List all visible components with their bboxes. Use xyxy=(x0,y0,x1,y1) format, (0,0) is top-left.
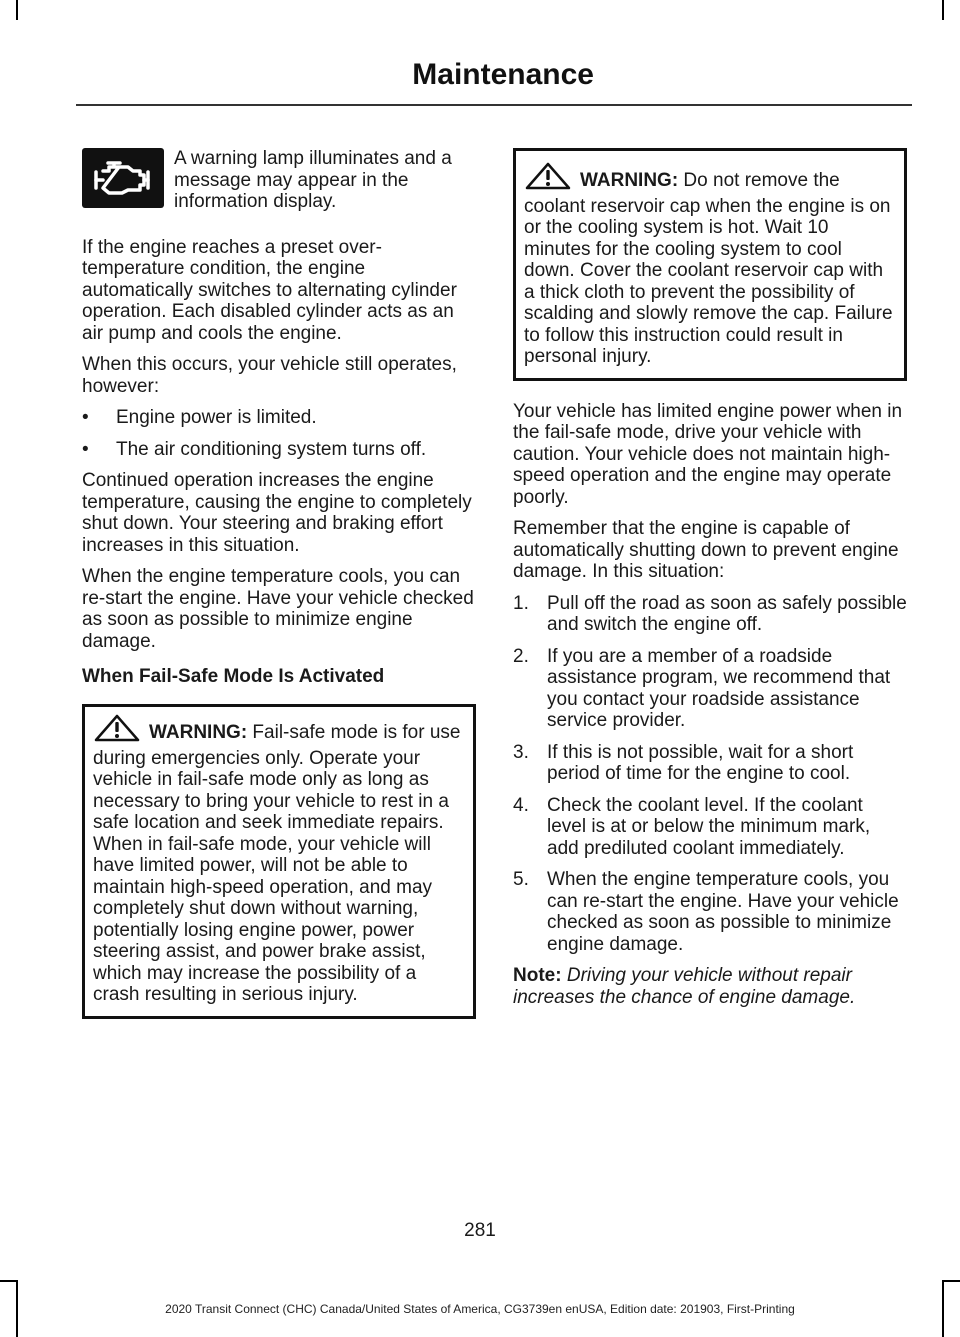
warning-triangle-icon xyxy=(93,714,145,748)
warning-box-coolant xyxy=(513,148,907,381)
warning-text: Fail-safe mode is for use during emergencies only. Operate your vehicle in fail-safe mode only as long as necessary to bring your vehicle to rest in a safe location and seek immediate repairs. When in fail-safe mode, your vehicle will have limited power, will not be able to maintain high-speed operation, and may completely shut down without warning, potentially losing engine power, power steering assist, and power brake assist, which may increase the possibility of a crash resulting in serious injury. xyxy=(93,722,461,1005)
list-item xyxy=(82,439,476,461)
note xyxy=(513,965,907,1008)
note-text: Driving your vehicle without repair increases the chance of engine damage. xyxy=(513,965,856,1008)
steps-list xyxy=(513,593,907,956)
page-number: 281 xyxy=(464,1220,496,1241)
section-heading: When Fail-Safe Mode Is Activated xyxy=(82,666,385,687)
warning-text: Do not remove the coolant reservoir cap when the engine is on or the cooling system is hot. Wait 10 minutes for the cooling system to cool down. Cover the coolant reservoir cap with a thick cloth to prevent the possibility of scalding and slowly remove the cap. Failure to follow this instruction could result in personal injury. xyxy=(524,170,893,367)
check-engine-icon xyxy=(82,148,164,208)
list-item xyxy=(513,593,907,636)
warning-box-failsafe xyxy=(82,704,476,1019)
page-title: Maintenance xyxy=(412,58,594,91)
paragraph: Your vehicle has limited engine power when in the fail-safe mode, drive your vehicle with caution. Your vehicle does not maintain high-speed operation and the engine may operate poorly. xyxy=(513,400,903,508)
step-text: If you are a member of a roadside assistance program, we recommend that you contact your roadside assistance service provider. xyxy=(547,645,891,731)
paragraph: If the engine reaches a preset over-temperature condition, the engine automatically switches to alternating cylinder operation. Each disabled cylinder acts as an air pump and cools the engine. xyxy=(82,236,457,344)
warning-lamp-block xyxy=(82,148,476,223)
paragraph: When this occurs, your vehicle still operates, however: xyxy=(82,354,457,397)
crop-mark-top-right xyxy=(942,0,944,20)
left-column xyxy=(82,148,476,1019)
bullet-symbol: • xyxy=(82,438,89,460)
list-item xyxy=(82,407,476,429)
warning-lamp-text: A warning lamp illuminates and a message may appear in the information display. xyxy=(174,148,452,212)
step-text: When the engine temperature cools, you can re-start the engine. Have your vehicle checked as soon as possible to minimize engine damage. xyxy=(547,869,899,955)
paragraph: When the engine temperature cools, you can re-start the engine. Have your vehicle checked as soon as possible to minimize engine damage. xyxy=(82,566,474,652)
list-item-text: Engine power is limited. xyxy=(116,407,317,428)
list-item xyxy=(513,742,907,785)
crop-mark-bottom-right xyxy=(942,1280,960,1282)
right-column xyxy=(513,148,907,1018)
edition-footer: 2020 Transit Connect (CHC) Canada/United States of America, CG3739en enUSA, Edition date: 201903, First-Printing xyxy=(165,1302,795,1316)
bullet-symbol: • xyxy=(82,407,89,428)
step-number: 2. xyxy=(513,645,529,667)
paragraph: Continued operation increases the engine temperature, causing the engine to completely shut down. Your steering and braking effort increases in this situation. xyxy=(82,470,472,556)
warning-label: WARNING: xyxy=(149,722,248,743)
step-number: 3. xyxy=(513,741,529,763)
list-item xyxy=(513,869,907,955)
warning-triangle-icon xyxy=(524,162,576,196)
list-item xyxy=(513,646,907,732)
list-item-text: The air conditioning system turns off. xyxy=(116,438,427,460)
paragraph: Remember that the engine is capable of automatically shutting down to prevent engine damage. In this situation: xyxy=(513,518,899,582)
header-divider xyxy=(76,104,912,106)
step-number: 4. xyxy=(513,794,529,816)
step-text: If this is not possible, wait for a short period of time for the engine to cool. xyxy=(547,741,854,784)
step-text: Check the coolant level. If the coolant level is at or below the minimum mark, add prediluted coolant immediately. xyxy=(547,794,871,859)
warning-label: WARNING: xyxy=(580,170,679,191)
note-label: Note: xyxy=(513,965,562,986)
crop-mark-top-left xyxy=(16,0,18,20)
step-text: Pull off the road as soon as safely possible and switch the engine off. xyxy=(547,592,907,635)
step-number: 1. xyxy=(513,592,529,614)
list-item xyxy=(513,795,907,860)
step-number: 5. xyxy=(513,869,529,890)
